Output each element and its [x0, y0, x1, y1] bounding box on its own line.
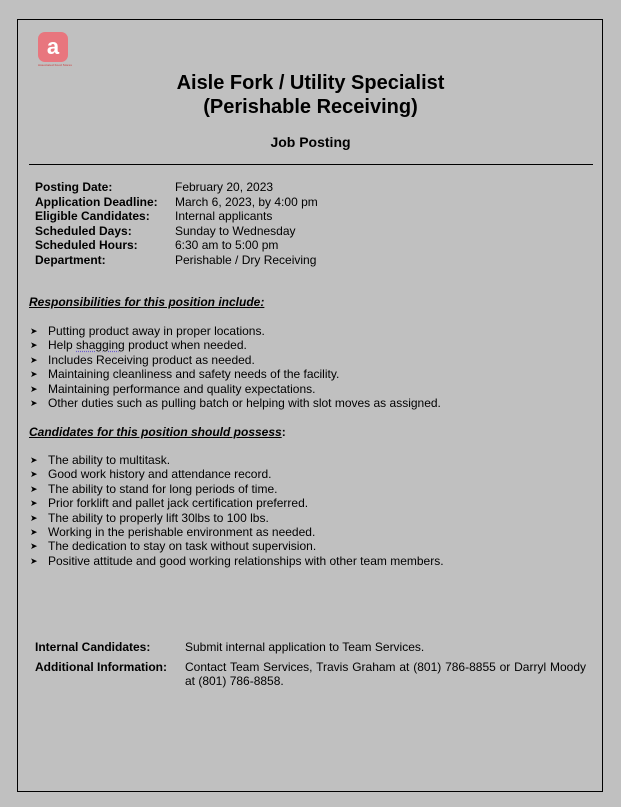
candidates-heading: Candidates for this position should possess: [29, 425, 286, 439]
detail-value: March 6, 2023, by 4:00 pm [175, 194, 318, 209]
arrow-bullet-icon: ➤ [30, 527, 38, 538]
qualifications-list [30, 453, 444, 568]
detail-label: Eligible Candidates: [35, 209, 150, 223]
list-item: ➤ The ability to properly lift 30lbs to 100 lbs. [30, 510, 269, 525]
job-title-line1: Aisle Fork / Utility Specialist [176, 72, 445, 94]
detail-value: Internal applicants [175, 209, 273, 223]
detail-row [35, 180, 318, 195]
detail-label: Scheduled Hours: [35, 238, 138, 252]
detail-label: Department: [35, 252, 106, 267]
logo-letter: a [46, 34, 60, 59]
list-item: ➤ The dedication to stay on task without supervision. [30, 539, 317, 554]
job-title [0, 71, 621, 119]
arrow-bullet-icon: ➤ [30, 340, 38, 351]
footer-value: Contact Team Services, Travis Graham at (801) 786-8855 or Darryl Moody at (801) 786-8858. [185, 659, 586, 688]
footer-label: Internal Candidates: [35, 640, 151, 654]
logo-tagline: Associated Food Stores [37, 63, 73, 67]
list-item: ➤ Prior forklift and pallet jack certification preferred. [30, 496, 309, 511]
arrow-bullet-icon: ➤ [30, 483, 38, 494]
list-item: ➤ The ability to stand for long periods of time. [30, 481, 278, 496]
detail-row [35, 253, 318, 268]
detail-value: Perishable / Dry Receiving [175, 252, 317, 267]
footer-row [35, 660, 586, 689]
list-item: ➤ Other duties such as pulling batch or helping with slot moves as assigned. [30, 396, 441, 411]
detail-value: Sunday to Wednesday [175, 223, 296, 238]
arrow-bullet-icon: ➤ [30, 469, 38, 480]
list-item: ➤ The ability to multitask. [30, 453, 171, 467]
arrow-bullet-icon: ➤ [30, 398, 38, 409]
responsibilities-list [30, 324, 441, 410]
list-item: ➤ Working in the perishable environment as needed. [30, 525, 316, 540]
arrow-bullet-icon: ➤ [30, 512, 38, 523]
list-item: ➤ Maintaining performance and quality expectations. [30, 381, 316, 396]
detail-label: Posting Date: [35, 180, 113, 194]
company-logo [38, 32, 68, 62]
detail-row [35, 238, 318, 253]
arrow-bullet-icon: ➤ [30, 541, 38, 552]
detail-row [35, 209, 318, 224]
arrow-bullet-icon: ➤ [30, 383, 38, 394]
arrow-bullet-icon: ➤ [30, 555, 38, 566]
job-title-line2: (Perishable Receiving) [203, 96, 418, 118]
detail-row [35, 195, 318, 210]
arrow-bullet-icon: ➤ [30, 455, 38, 465]
responsibilities-heading: Responsibilities for this position include: [29, 295, 265, 309]
footer-value: Submit internal application to Team Services. [185, 640, 425, 654]
list-item: ➤ Maintaining cleanliness and safety needs of the facility. [30, 367, 340, 382]
detail-value: 6:30 am to 5:00 pm [175, 238, 279, 252]
list-item: ➤ Help shagging product when needed. [30, 338, 247, 353]
detail-label: Application Deadline: [35, 194, 158, 209]
arrow-bullet-icon: ➤ [30, 498, 38, 509]
arrow-bullet-icon: ➤ [30, 354, 38, 365]
details-table [35, 180, 318, 267]
posting-subtitle: Job Posting [270, 134, 351, 150]
list-item: ➤ Includes Receiving product as needed. [30, 352, 255, 367]
divider [29, 164, 593, 165]
detail-row [35, 224, 318, 239]
footer-info [35, 640, 586, 694]
spellcheck-word: shagging [76, 338, 125, 353]
list-item: ➤ Good work history and attendance record. [30, 467, 272, 482]
list-item: ➤ Putting product away in proper locations. [30, 324, 265, 338]
arrow-bullet-icon: ➤ [30, 369, 38, 380]
footer-label: Additional Information: [35, 659, 167, 674]
detail-value: February 20, 2023 [175, 180, 274, 194]
footer-row [35, 640, 586, 655]
detail-label: Scheduled Days: [35, 223, 132, 238]
list-item: ➤ Positive attitude and good working relationships with other team members. [30, 553, 444, 568]
arrow-bullet-icon: ➤ [30, 326, 38, 336]
